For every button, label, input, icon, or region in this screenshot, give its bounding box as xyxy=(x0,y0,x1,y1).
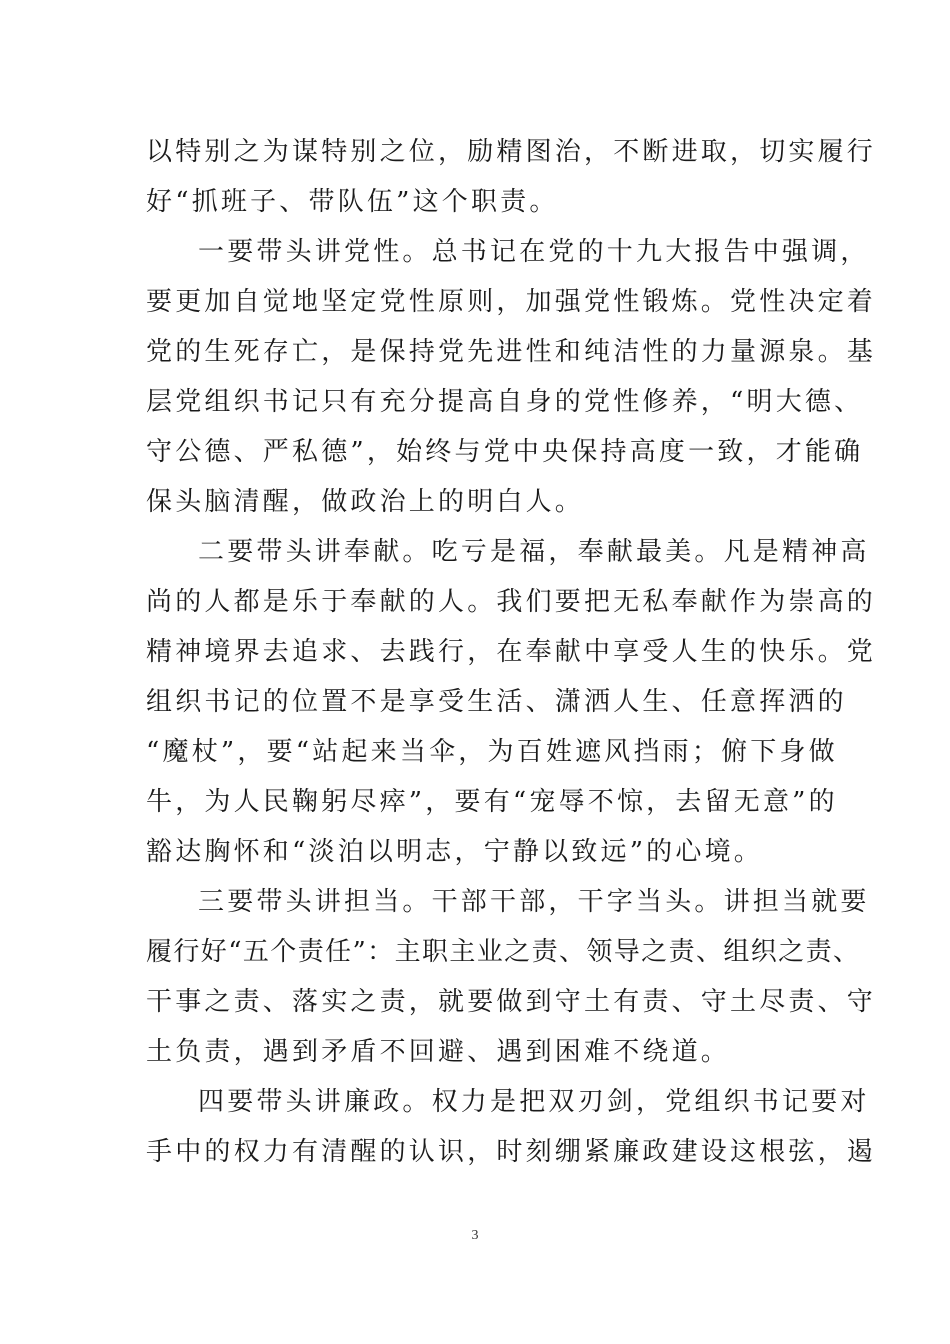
text-line: 组织书记的位置不是享受生活、潇洒人生、任意挥洒的 xyxy=(146,687,847,717)
paragraph-start-line: 三要带头讲担当。干部干部，干字当头。讲担当就要 xyxy=(198,887,870,917)
text-line: 手中的权力有清醒的认识，时刻绷紧廉政建设这根弦，遏 xyxy=(146,1137,877,1167)
page-number: 3 xyxy=(471,1228,479,1243)
paragraph-start-line: 二要带头讲奉献。吃亏是福，奉献最美。凡是精神高 xyxy=(198,537,870,567)
text-line: 精神境界去追求、去践行，在奉献中享受人生的快乐。党 xyxy=(146,637,877,667)
text-line: 要更加自觉地坚定党性原则，加强党性锻炼。党性决定着 xyxy=(146,287,877,317)
paragraph-start-line: 一要带头讲党性。总书记在党的十九大报告中强调， xyxy=(198,237,870,267)
text-line: 豁达胸怀和“淡泊以明志，宁静以致远”的心境。 xyxy=(146,837,763,867)
text-line: 尚的人都是乐于奉献的人。我们要把无私奉献作为崇高的 xyxy=(146,587,877,617)
text-line: “魔杖”，要“站起来当伞，为百姓遮风挡雨；俯下身做 xyxy=(146,737,838,767)
text-line: 党的生死存亡，是保持党先进性和纯洁性的力量源泉。基 xyxy=(146,337,877,367)
text-line: 层党组织书记只有充分提高自身的党性修养，“明大德、 xyxy=(146,387,864,417)
text-line: 守公德、严私德”，始终与党中央保持高度一致，才能确 xyxy=(146,437,864,467)
text-line: 土负责，遇到矛盾不回避、遇到困难不绕道。 xyxy=(146,1037,731,1067)
text-line: 保头脑清醒，做政治上的明白人。 xyxy=(146,487,585,517)
text-line: 履行好“五个责任”：主职主业之责、领导之责、组织之责、 xyxy=(146,937,861,967)
text-line: 以特别之为谋特别之位，励精图治，不断进取，切实履行 xyxy=(146,137,877,167)
text-line: 牛，为人民鞠躬尽瘁”，要有“宠辱不惊，去留无意”的 xyxy=(146,787,838,817)
paragraph-start-line: 四要带头讲廉政。权力是把双刃剑，党组织书记要对 xyxy=(198,1087,870,1117)
text-line: 干事之责、落实之责，就要做到守土有责、守土尽责、守 xyxy=(146,987,877,1017)
text-line: 好“抓班子、带队伍”这个职责。 xyxy=(146,187,559,217)
